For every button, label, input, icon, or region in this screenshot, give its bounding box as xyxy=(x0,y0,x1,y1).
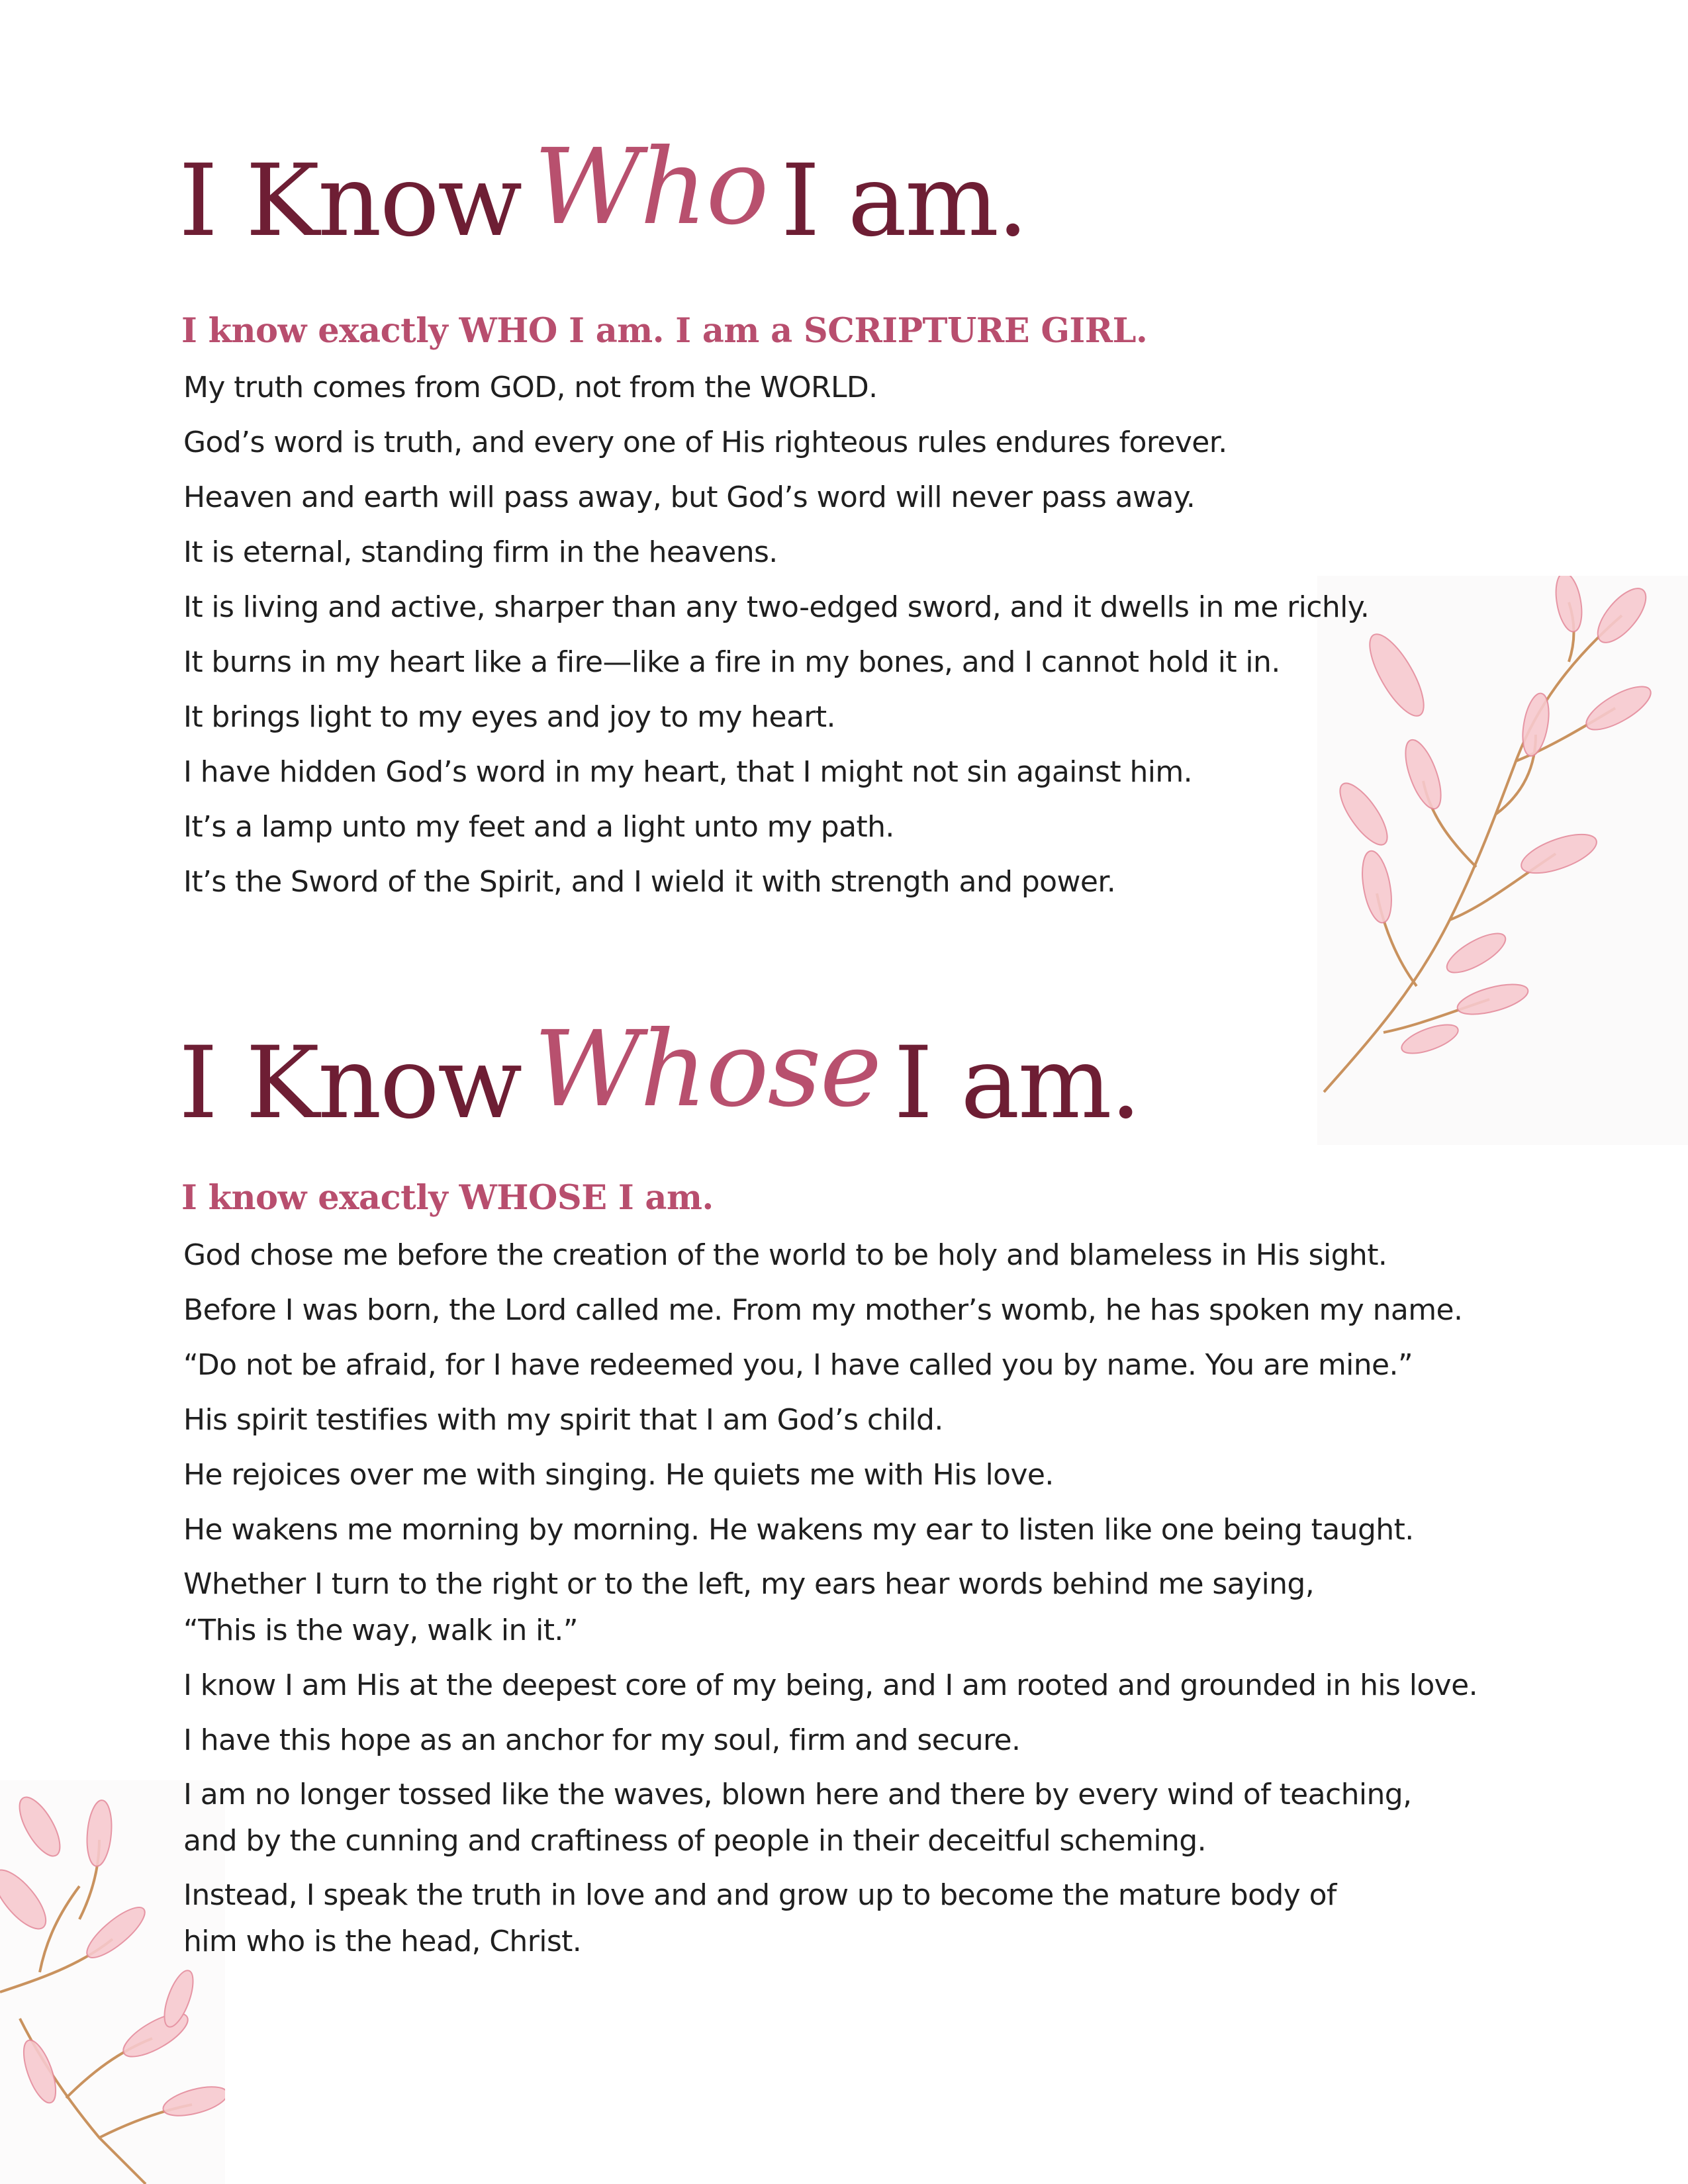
subheading-who: I know exactly WHO I am. I am a SCRIPTURE GIRL. xyxy=(181,311,1148,351)
body-line: It brings light to my eyes and joy to my heart. xyxy=(183,700,835,734)
heading-who-post: I am. xyxy=(780,144,1027,259)
body-line: It’s the Sword of the Spirit, and I wield it with strength and power. xyxy=(183,865,1116,899)
heading-whose-pre: I Know xyxy=(179,1026,521,1141)
body-line: God’s word is truth, and every one of His righteous rules endures forever. xyxy=(183,426,1227,459)
section2-body xyxy=(183,1228,1540,1969)
body-line: I know I am His at the deepest core of my being, and I am rooted and grounded in his love. xyxy=(183,1668,1477,1702)
body-line: Instead, I speak the truth in love and and grow up to become the mature body of xyxy=(183,1878,1336,1912)
body-line: I have hidden God’s word in my heart, that I might not sin against him. xyxy=(183,755,1193,789)
heading-who-script: Who xyxy=(534,126,768,248)
body-line: He wakens me morning by morning. He wakens my ear to listen like one being taught. xyxy=(183,1513,1414,1547)
body-line: I am no longer tossed like the waves, blown here and there by every wind of teaching, xyxy=(183,1778,1412,1811)
body-line: It is living and active, sharper than any two-edged sword, and it dwells in me richly. xyxy=(183,590,1370,624)
body-line: “Do not be afraid, for I have redeemed you, I have called you by name. You are mine.” xyxy=(183,1348,1413,1382)
section-heading-who xyxy=(179,126,1027,259)
body-paragraph xyxy=(183,1557,1540,1658)
body-paragraph xyxy=(183,1868,1540,1969)
heading-whose-post: I am. xyxy=(894,1026,1140,1141)
body-line: God chose me before the creation of the world to be holy and blameless in His sight. xyxy=(183,1238,1387,1272)
body-line: His spirit testifies with my spirit that I am God’s child. xyxy=(183,1403,943,1437)
body-line: Heaven and earth will pass away, but God’s word will never pass away. xyxy=(183,480,1196,514)
subheading-whose: I know exactly WHOSE I am. xyxy=(181,1178,714,1218)
section-heading-whose xyxy=(179,1009,1140,1141)
body-line: Before I was born, the Lord called me. From my mother’s womb, he has spoken my name. xyxy=(183,1293,1463,1327)
body-line: “This is the way, walk in it.” xyxy=(183,1614,578,1647)
body-line: He rejoices over me with singing. He quiets me with His love. xyxy=(183,1458,1054,1492)
body-line: My truth comes from GOD, not from the WORLD. xyxy=(183,371,878,404)
body-line: and by the cunning and craftiness of people in their deceitful scheming. xyxy=(183,1824,1207,1858)
body-line: It is eternal, standing firm in the heavens. xyxy=(183,535,778,569)
body-line: It’s a lamp unto my feet and a light unto my path. xyxy=(183,810,894,844)
body-line: I have this hope as an anchor for my soul, firm and secure. xyxy=(183,1723,1021,1757)
section1-body xyxy=(183,360,1540,909)
body-line: Whether I turn to the right or to the left, my ears hear words behind me saying, xyxy=(183,1567,1315,1601)
body-line: him who is the head, Christ. xyxy=(183,1925,582,1958)
heading-who-pre: I Know xyxy=(179,144,521,259)
body-line: It burns in my heart like a fire—like a fire in my bones, and I cannot hold it in. xyxy=(183,645,1280,679)
heading-whose-script: Whose xyxy=(534,1009,881,1130)
body-paragraph xyxy=(183,1768,1540,1868)
